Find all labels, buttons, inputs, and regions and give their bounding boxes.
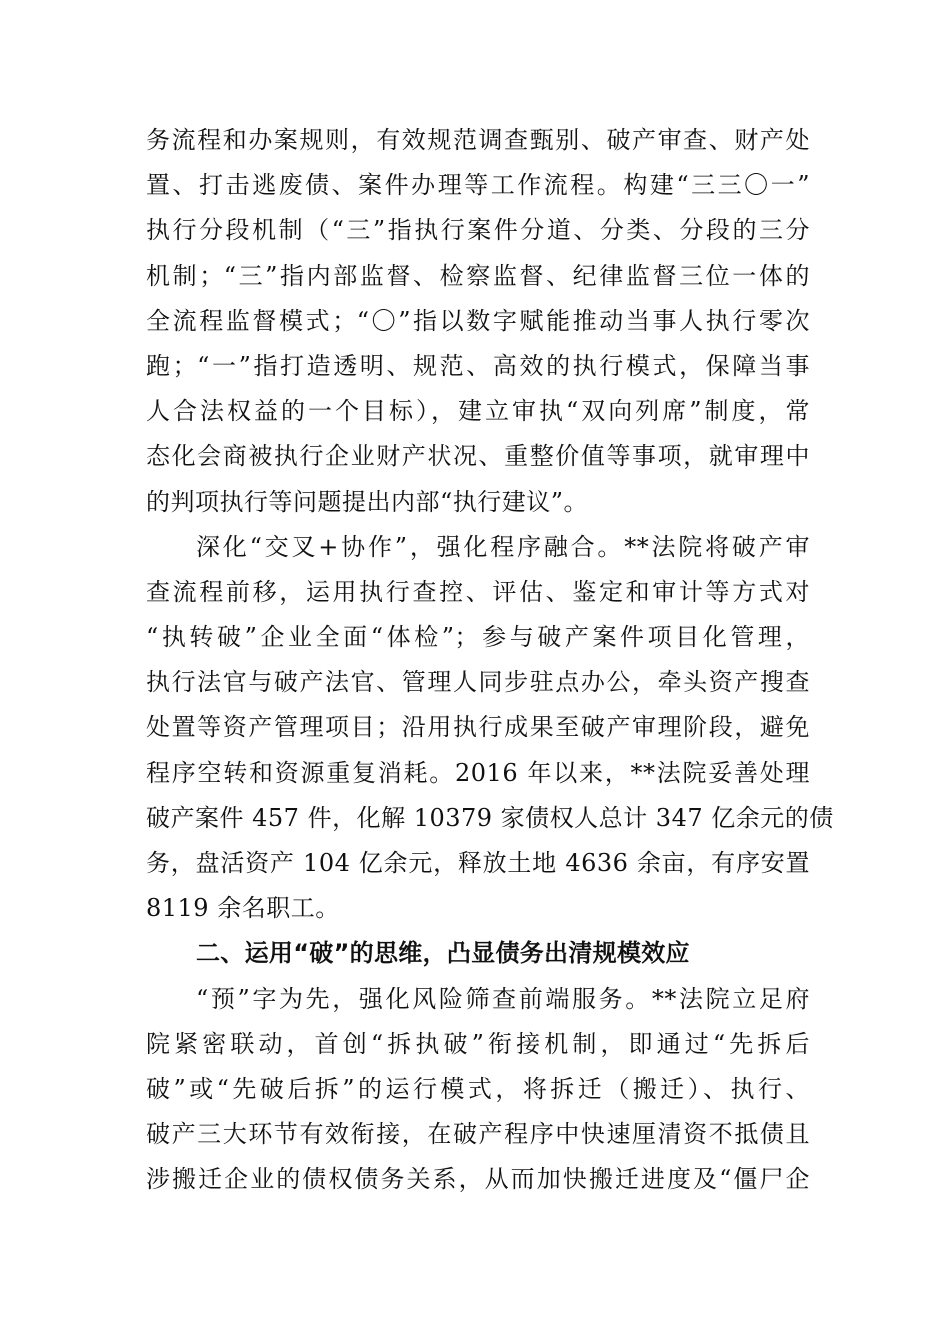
- text-line: “执转破”企业全面“体检”；参与破产案件项目化管理，: [146, 623, 810, 652]
- text-line: 破”或“先破后拆”的运行模式，将拆迁（搬迁）、执行、: [146, 1074, 810, 1103]
- text-line: 执行分段机制（“三”指执行案件分道、分类、分段的三分: [146, 216, 810, 245]
- text-line: 深化“交叉+协作”，强化程序融合。**法院将破产审: [196, 532, 810, 561]
- document-page: [146, 118, 834, 1203]
- text-line: 破产案件 457 件，化解 10379 家债权人总计 347 亿余元的债: [146, 803, 834, 832]
- text-line: 涉搬迁企业的债权债务关系，从而加快搬迁进度及“僵尸企: [146, 1165, 810, 1194]
- text-line: 的判项执行等问题提出内部“执行建议”。: [146, 487, 589, 516]
- text-line: 破产三大环节有效衔接，在破产程序中快速厘清资不抵债且: [146, 1120, 810, 1149]
- text-line: 查流程前移，运用执行查控、评估、鉴定和审计等方式对: [146, 577, 810, 606]
- text-line: 全流程监督模式；“〇”指以数字赋能推动当事人执行零次: [146, 306, 810, 335]
- text-line: 务流程和办案规则，有效规范调查甄别、破产审查、财产处: [146, 126, 810, 154]
- text-line: 执行法官与破产法官、管理人同步驻点办公，牵头资产搜查: [146, 668, 810, 697]
- paragraph-1: [146, 118, 810, 525]
- section-heading: 二、运用“破”的思维，凸显债务出清规模效应: [196, 939, 690, 968]
- text-line: 机制；“三”指内部监督、检察监督、纪律监督三位一体的: [146, 261, 810, 290]
- text-line: 人合法权益的一个目标），建立审执“双向列席”制度，常: [146, 397, 810, 426]
- text-line: 程序空转和资源重复消耗。2016 年以来，**法院妥善处理: [146, 758, 810, 787]
- text-line: 8119 余名职工。: [146, 894, 340, 923]
- paragraph-3: [146, 977, 810, 1203]
- paragraph-2: [146, 525, 834, 932]
- text-line: “预”字为先，强化风险筛查前端服务。**法院立足府: [196, 984, 810, 1013]
- text-line: 跑；“一”指打造透明、规范、高效的执行模式，保障当事: [146, 351, 810, 380]
- text-line: 处置等资产管理项目；沿用执行成果至破产审理阶段，避免: [146, 713, 810, 742]
- text-line: 院紧密联动，首创“拆执破”衔接机制，即通过“先拆后: [146, 1029, 810, 1058]
- text-line: 态化会商被执行企业财产状况、重整价值等事项，就审理中: [146, 442, 810, 471]
- text-line: 置、打击逃废债、案件办理等工作流程。构建“三三〇一”: [146, 171, 810, 200]
- text-line: 务，盘活资产 104 亿余元，释放土地 4636 余亩，有序安置: [146, 849, 810, 877]
